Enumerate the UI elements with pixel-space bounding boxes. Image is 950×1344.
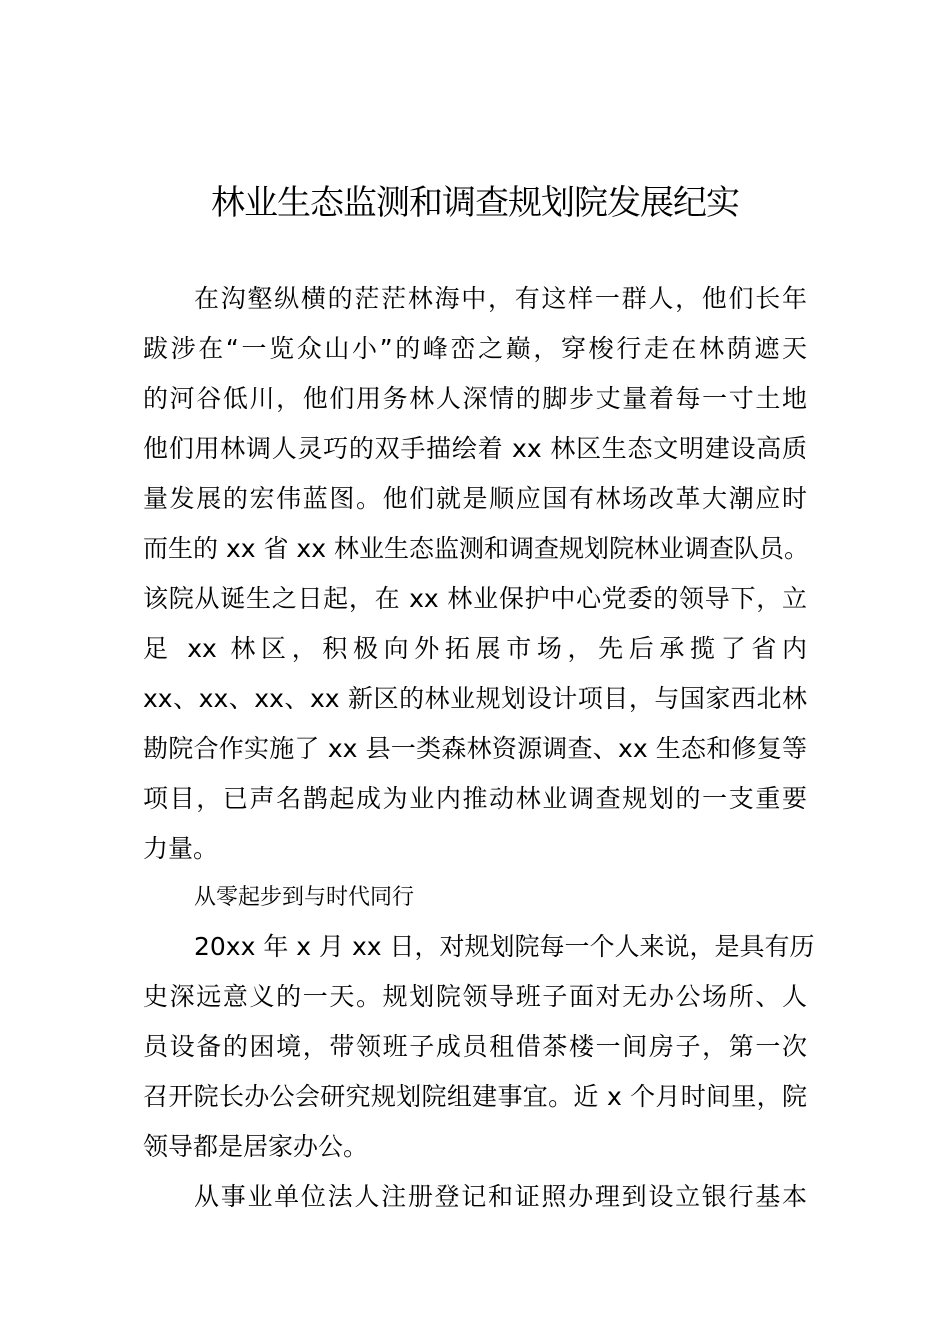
body-line: 跋涉在“一览众山小”的峰峦之巅，穿梭行走在林荫遮天 xyxy=(143,334,807,363)
section-heading: 从零起步到与时代同行 xyxy=(194,885,415,910)
body-line: xx、xx、xx、xx 新区的林业规划设计项目，与国家西北林 xyxy=(143,684,807,713)
body-line: 史深远意义的一天。规划院领导班子面对无办公场所、人 xyxy=(143,982,807,1011)
body-line: 20xx 年 x 月 xx 日，对规划院每一个人来说，是具有历 xyxy=(194,932,815,961)
body-line: 的河谷低川，他们用务林人深情的脚步丈量着每一寸土地 xyxy=(143,384,807,413)
document-title: 林业生态监测和调查规划院发展纪实 xyxy=(211,183,739,223)
body-line: 量发展的宏伟蓝图。他们就是顺应国有林场改革大潮应时 xyxy=(143,484,807,513)
body-line: 召开院长办公会研究规划院组建事宜。近 x 个月时间里，院 xyxy=(143,1082,807,1111)
body-line: 力量。 xyxy=(143,834,219,863)
body-line: 勘院合作实施了 xx 县一类森林资源调查、xx 生态和修复等 xyxy=(143,734,807,763)
body-line: 从事业单位法人注册登记和证照办理到设立银行基本 xyxy=(194,1182,807,1211)
body-line: 领导都是居家办公。 xyxy=(143,1132,369,1161)
body-line: 在沟壑纵横的茫茫林海中，有这样一群人，他们长年 xyxy=(194,284,807,313)
body-line: 他们用林调人灵巧的双手描绘着 xx 林区生态文明建设高质 xyxy=(143,434,807,463)
body-line: 项目，已声名鹊起成为业内推动林业调查规划的一支重要 xyxy=(143,784,807,813)
body-line: 足 xx 林区，积极向外拓展市场，先后承揽了省内 xyxy=(143,634,807,663)
body-line: 而生的 xx 省 xx 林业生态监测和调查规划院林业调查队员。 xyxy=(143,534,809,563)
body-line: 员设备的困境，带领班子成员租借茶楼一间房子，第一次 xyxy=(143,1032,807,1061)
body-line: 该院从诞生之日起，在 xx 林业保护中心党委的领导下，立 xyxy=(143,584,807,613)
